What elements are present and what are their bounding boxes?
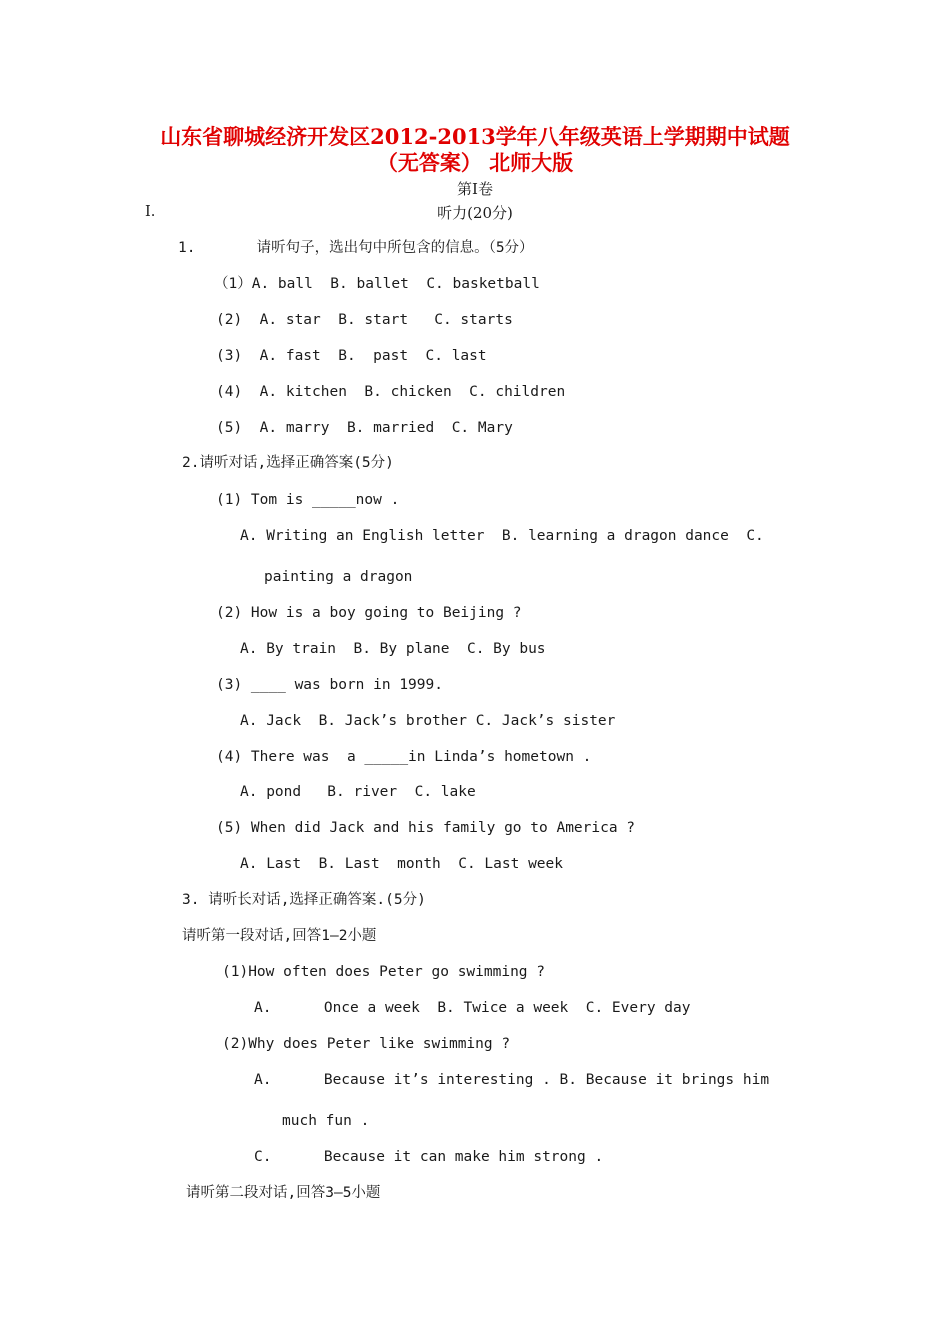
q1-item-1: （1）A. ball B. ballet C. basketball [214, 276, 540, 292]
section-title: 听力(20分) [437, 204, 513, 222]
q2-item-4-options: A. pond B. river C. lake [240, 784, 476, 800]
q2-item-3-options: A. Jack B. Jack’s brother C. Jack’s sister [240, 713, 616, 729]
document-title-line-1: 山东省聊城经济开发区2012-2013学年八年级英语上学期期中试题 [160, 124, 790, 149]
q2-item-1-options: A. Writing an English letter B. learning a dragon dance C. [240, 528, 764, 544]
q2-item-2-options: A. By train B. By plane C. By bus [240, 641, 546, 657]
q1-item-2: (2) A. star B. start C. starts [216, 312, 513, 328]
q2-item-4: (4) There was a _____in Linda’s hometown . [216, 749, 592, 765]
document-title-line-2: （无答案） 北师大版 [376, 150, 574, 175]
q3-item-2-option-c: C. Because it can make him strong . [254, 1149, 604, 1165]
question-2-instruction: 2.请听对话,选择正确答案(5分) [182, 455, 394, 471]
section-number: I. [145, 204, 156, 220]
q3-item-1: (1)How often does Peter go swimming ? [222, 964, 546, 980]
q2-item-1-options-cont: painting a dragon [264, 569, 413, 585]
q3-item-2-options-cont: much fun . [282, 1113, 370, 1129]
question-1-instruction: 1. 请听句子，选出句中所包含的信息。（5分） [178, 240, 534, 256]
q2-item-3: (3) ____ was born in 1999. [216, 677, 443, 693]
q2-item-5-options: A. Last B. Last month C. Last week [240, 856, 564, 872]
q3-item-2: (2)Why does Peter like swimming ? [222, 1036, 511, 1052]
q2-item-1: (1) Tom is _____now . [216, 492, 400, 508]
volume-heading: 第I卷 [457, 180, 493, 198]
q2-item-2: (2) How is a boy going to Beijing ? [216, 605, 522, 621]
q3-item-2-options: A. Because it’s interesting . B. Because it brings him [254, 1072, 770, 1088]
dialogue-2-instruction: 请听第二段对话,回答3—5小题 [186, 1185, 381, 1201]
dialogue-1-instruction: 请听第一段对话,回答1—2小题 [182, 928, 377, 944]
q2-item-5: (5) When did Jack and his family go to America ? [216, 820, 636, 836]
question-3-instruction: 3. 请听长对话,选择正确答案.(5分) [182, 892, 426, 908]
q1-item-4: (4) A. kitchen B. chicken C. children [216, 384, 566, 400]
q1-item-5: (5) A. marry B. married C. Mary [216, 420, 513, 436]
q1-item-3: (3) A. fast B. past C. last [216, 348, 487, 364]
q3-item-1-options: A. Once a week B. Twice a week C. Every day [254, 1000, 691, 1016]
